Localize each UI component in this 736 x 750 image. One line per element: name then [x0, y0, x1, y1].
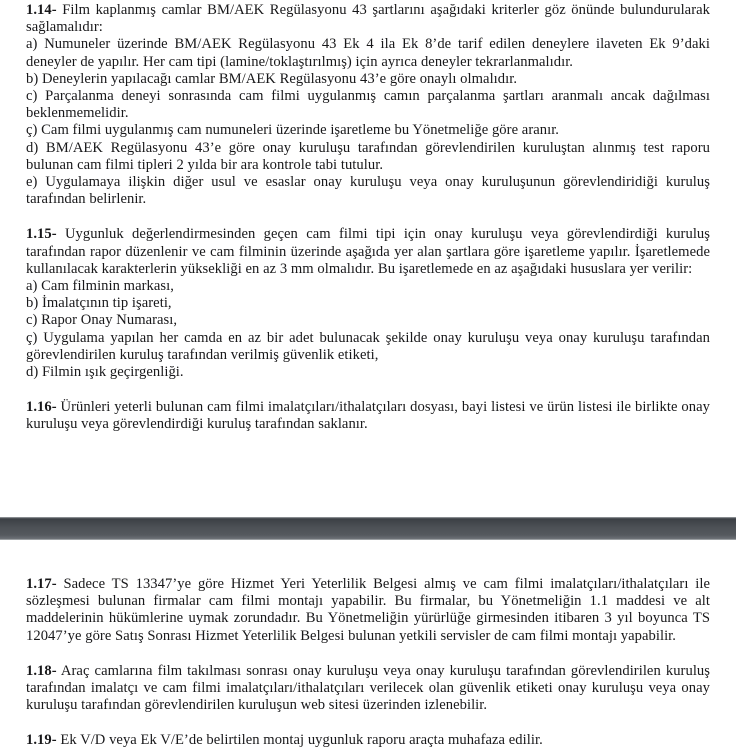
paragraph-text-1-15-c-cedilla: ç) Uygulama yapılan her camda en az bir adet bulunacak şekilde onay kuruluşu veya onay kuruluşu tarafından görevlendirilen kuruluş tarafından verilmiş güvenlik etiketi, [26, 329, 710, 363]
paragraph-1-16 [26, 399, 710, 433]
paragraph-1-15-a [26, 278, 710, 295]
paragraph-text-1-15-a: a) Cam filminin markası, [26, 278, 174, 295]
paragraph-text-1-14-a: a) Numuneler üzerinde BM/AEK Regülasyonu 43 Ek 4 ila Ek 8’de tarif edilen deneylere ilaveten Ek 9’daki deneyler de yapılır. Her cam tipi (lamine/toklaştırılmış) için ayrıca deneyler tekrarlanmalıdır. [26, 36, 710, 70]
paragraph-text-1-14: Film kaplanmış camlar BM/AEK Regülasyonu 43 şartlarını aşağıdaki kriterler göz önünde bulundurularak sağlamalıdır: [26, 2, 710, 36]
page-separator-band [0, 517, 736, 540]
paragraph-number-1-19: 1.19- [26, 732, 57, 749]
paragraph-1-19 [26, 732, 710, 749]
paragraph-text-1-15: Uygunluk değerlendirmesinden geçen cam filmi tipi için onay kuruluşu veya görevlendirdiği kuruluş tarafından rapor düzenlenir ve cam filminin üzerinde aşağıda yer alan şartlara göre işaretleme yapılır. İşaretlemede kullanılacak karakterlerin yüksekliği en az 3 mm olmalıdır. Bu işaretlemede en az aşağıdaki hususlara yer verilir: [26, 226, 710, 277]
document-page-2 [0, 540, 736, 750]
paragraph-text-1-18: Araç camlarına film takılması sonrası onay kuruluşu veya onay kuruluşu tarafından görevlendirilen kuruluş tarafından imalatçı ve cam filmi imalatçıları/ithalatçıları verilecek olan güvenlik etiketi onay kuruluşu veya onay kuruluşu tarafından görevlendirilen kuruluşun web sitesi üzerinden izlenebilir. [26, 662, 710, 714]
paragraph-text-1-15-b: b) İmalatçının tip işareti, [26, 295, 172, 312]
paragraph-1-14-a [26, 36, 710, 70]
paragraph-text-1-14-c-cedilla: ç) Cam filmi uygulanmış cam numuneleri üzerinde işaretleme bu Yönetmeliğe göre aranır. [26, 122, 560, 139]
paragraph-text-1-17: Sadece TS 13347’ye göre Hizmet Yeri Yeterlilik Belgesi almış ve cam filmi imalatçıları/ithalatçıları ile sözleşmesi bulunan firmalar cam filmi montajı yapabilir. Bu firmalar, bu Yönetmeliğin 1.1 maddesi ve alt maddelerinin hükümlerine uymak zorundadır. Bu Yönetmeliğin yürürlüğe girmesinden itibaren 3 yıl boyunca TS 12047’ye göre Satış Sonrası Hizmet Yeterlilik Belgesi bulunan yetkili servisler de cam filmi montajı yapabilir. [26, 576, 710, 644]
paragraph-1-15 [26, 226, 710, 278]
paragraph-text-1-14-c: c) Parçalanma deneyi sonrasında cam filmi uygulanmış camın parçalanma şartları aranmalı ancak dağılması beklenmemelidir. [26, 88, 710, 122]
paragraph-number-1-17: 1.17- [26, 576, 57, 592]
paragraph-1-14-c [26, 88, 710, 122]
paragraph-1-15-c [26, 312, 710, 329]
paragraph-text-1-14-b: b) Deneylerin yapılacağı camlar BM/AEK Regülasyonu 43’e göre onaylı olmalıdır. [26, 70, 518, 87]
paragraph-text-1-14-d: d) BM/AEK Regülasyonu 43’e göre onay kuruluşu tarafından görevlendirilen kuruluştan alınmış test raporu bulunan cam filmi tipleri 2 yılda bir ara kontrole tabi tutulur. [26, 139, 710, 173]
paragraph-text-1-15-c: c) Rapor Onay Numarası, [26, 312, 178, 329]
paragraph-number-1-14: 1.14- [26, 2, 57, 18]
paragraph-number-1-16: 1.16- [26, 399, 57, 416]
paragraph-1-18 [26, 663, 710, 715]
paragraph-number-1-18: 1.18- [26, 662, 57, 679]
paragraph-number-1-15: 1.15- [26, 226, 57, 243]
paragraph-text-1-19: Ek V/D veya Ek V/E’de belirtilen montaj uygunluk raporu araçta muhafaza edilir. [56, 732, 543, 749]
paragraph-text-1-15-d: d) Filmin ışık geçirgenliği. [26, 364, 184, 381]
paragraph-1-15-d [26, 364, 710, 381]
paragraph-text-1-14-e: e) Uygulamaya ilişkin diğer usul ve esaslar onay kuruluşu veya onay kuruluşunun görevlendiridiği kuruluş tarafından belirlenir. [26, 174, 710, 208]
paragraph-1-14-c-cedilla [26, 122, 710, 139]
paragraph-1-14-b [26, 71, 710, 88]
paragraph-1-17 [26, 576, 710, 645]
paragraph-1-14-d [26, 140, 710, 174]
paragraph-1-15-c-cedilla [26, 330, 710, 364]
paragraph-1-15-b [26, 295, 710, 312]
paragraph-text-1-16: Ürünleri yeterli bulunan cam filmi imalatçıları/ithalatçıları dosyası, bayi listesi ve ürün listesi ile birlikte onay kuruluşu veya görevlendirdiği kuruluş tarafından saklanır. [26, 399, 710, 433]
paragraph-1-14 [26, 2, 710, 36]
paragraph-1-14-e [26, 174, 710, 208]
